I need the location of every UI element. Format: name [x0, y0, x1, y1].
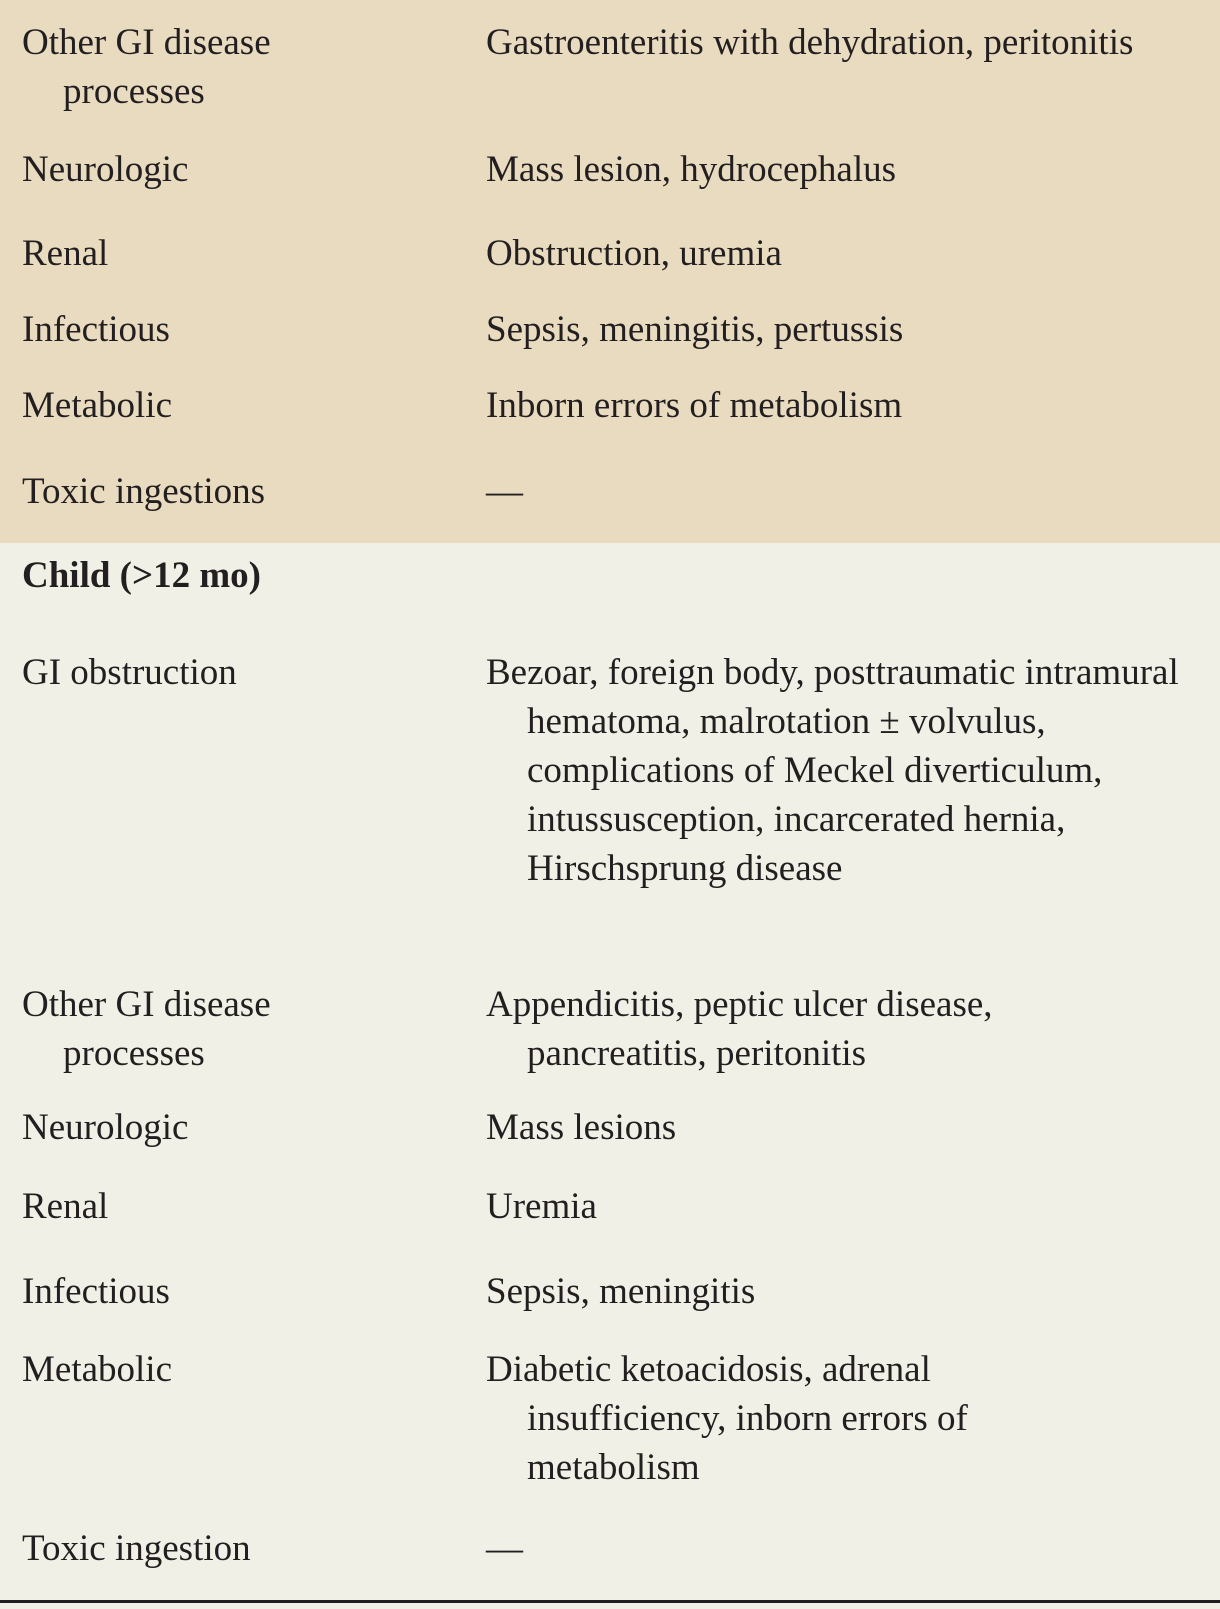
table-bottom-rule	[0, 1600, 1220, 1603]
row-category: Renal	[22, 233, 109, 274]
row-category: Toxic ingestion	[22, 1528, 251, 1569]
row-causes: Mass lesions	[486, 1107, 677, 1148]
row-category: Neurologic	[22, 1107, 189, 1148]
child-section	[0, 543, 1220, 1600]
row-category: GI obstruction	[22, 652, 237, 693]
row-category: Infectious	[22, 309, 170, 350]
row-category: Renal	[22, 1186, 109, 1227]
row-causes: Sepsis, meningitis, pertussis	[486, 309, 904, 350]
row-causes: Mass lesion, hydrocephalus	[486, 149, 897, 190]
row-category: Other GI disease processes	[22, 984, 271, 1074]
infant-section	[0, 0, 1220, 543]
row-causes: Diabetic ketoacidosis, adrenal insufficiency, inborn errors of metabolism	[486, 1349, 968, 1488]
row-causes: Obstruction, uremia	[486, 233, 782, 274]
row-category: Toxic ingestions	[22, 471, 266, 512]
row-causes: —	[486, 1528, 523, 1569]
row-category: Metabolic	[22, 1349, 173, 1390]
row-causes: Appendicitis, peptic ulcer disease, pancreatitis, peritonitis	[486, 984, 993, 1074]
row-category: Infectious	[22, 1271, 170, 1312]
row-causes: Uremia	[486, 1186, 597, 1227]
row-causes: Sepsis, meningitis	[486, 1271, 756, 1312]
row-category: Neurologic	[22, 149, 189, 190]
row-causes: Inborn errors of metabolism	[486, 385, 903, 426]
row-category: Other GI disease processes	[22, 22, 271, 112]
row-causes: Bezoar, foreign body, posttraumatic intramural hematoma, malrotation ± volvulus, complications of Meckel diverticulum, intussusception, incarcerated hernia, Hirschsprung disease	[486, 652, 1179, 889]
row-causes: —	[486, 471, 523, 512]
section-heading: Child (>12 mo)	[22, 555, 261, 596]
row-causes: Gastroenteritis with dehydration, peritonitis	[486, 22, 1134, 63]
row-category: Metabolic	[22, 385, 173, 426]
